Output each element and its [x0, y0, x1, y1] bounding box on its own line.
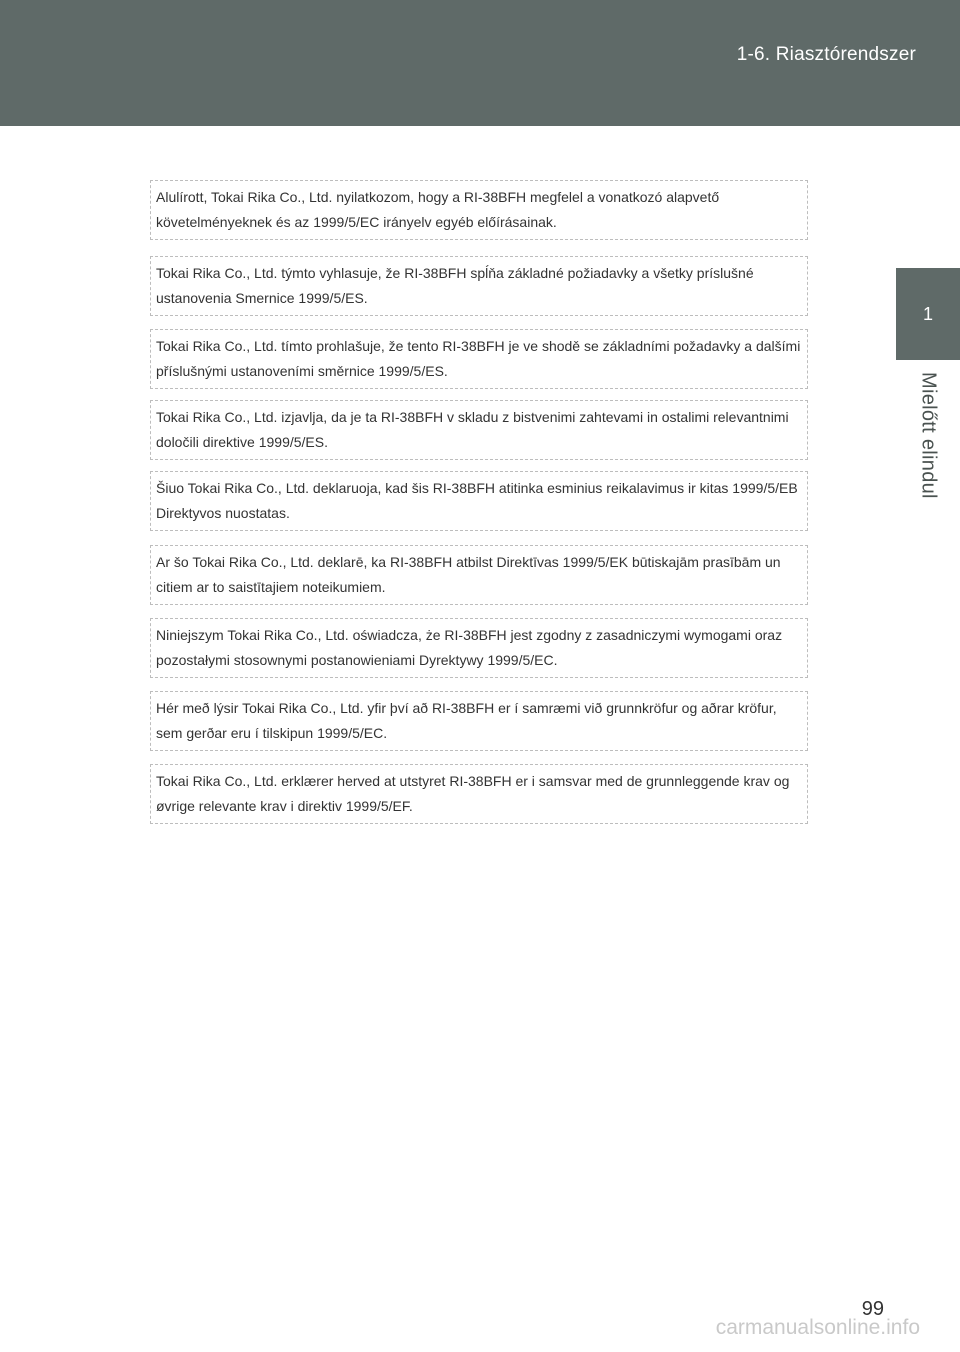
declaration-icelandic: Hér með lýsir Tokai Rika Co., Ltd. yfir því að RI-38BFH er í samræmi við grunnkröfur og aðrar kröfur, sem gerðar eru í tilskipun 1999/5/EC.	[150, 691, 808, 751]
declaration-slovenian: Tokai Rika Co., Ltd. izjavlja, da je ta RI-38BFH v skladu z bistvenimi zahtevami in ostalimi relevantnimi določili direktive 1999/5/ES.	[150, 400, 808, 460]
chapter-label-text: Mielőtt elindul	[917, 371, 940, 499]
declaration-lithuanian: Šiuo Tokai Rika Co., Ltd. deklaruoja, kad šis RI-38BFH atitinka esminius reikalavimus ir kitas 1999/5/EB Direktyvos nuostatas.	[150, 471, 808, 531]
declaration-polish: Niniejszym Tokai Rika Co., Ltd. oświadcza, że RI-38BFH jest zgodny z zasadniczymi wymogami oraz pozostałymi stosownymi postanowieniami Dyrektywy 1999/5/EC.	[150, 618, 808, 678]
declaration-latvian: Ar šo Tokai Rika Co., Ltd. deklarē, ka RI-38BFH atbilst Direktīvas 1999/5/EK būtiskajām prasībām un citiem ar to saistītajiem noteikumiem.	[150, 545, 808, 605]
chapter-number: 1	[922, 303, 933, 324]
page-header	[0, 0, 960, 126]
declaration-hungarian: Alulírott, Tokai Rika Co., Ltd. nyilatkozom, hogy a RI-38BFH megfelel a vonatkozó alapvető követelményeknek és az 1999/5/EC irányelv egyéb előírásainak.	[150, 180, 808, 240]
declaration-slovak: Tokai Rika Co., Ltd. týmto vyhlasuje, že RI-38BFH spĺňa základné požiadavky a všetky príslušné ustanovenia Smernice 1999/5/ES.	[150, 256, 808, 316]
declaration-norwegian: Tokai Rika Co., Ltd. erklærer herved at utstyret RI-38BFH er i samsvar med de grunnleggende krav og øvrige relevante krav i direktiv 1999/5/EF.	[150, 764, 808, 824]
watermark: carmanualsonline.info	[715, 1316, 920, 1339]
section-title: 1-6. Riasztórendszer	[736, 44, 916, 65]
chapter-tab	[896, 268, 960, 360]
declaration-czech: Tokai Rika Co., Ltd. tímto prohlašuje, že tento RI-38BFH je ve shodě se základními požadavky a dalšími příslušnými ustanoveními směrnice 1999/5/ES.	[150, 329, 808, 389]
page-number: 99	[861, 1298, 884, 1320]
chapter-label	[896, 360, 960, 510]
